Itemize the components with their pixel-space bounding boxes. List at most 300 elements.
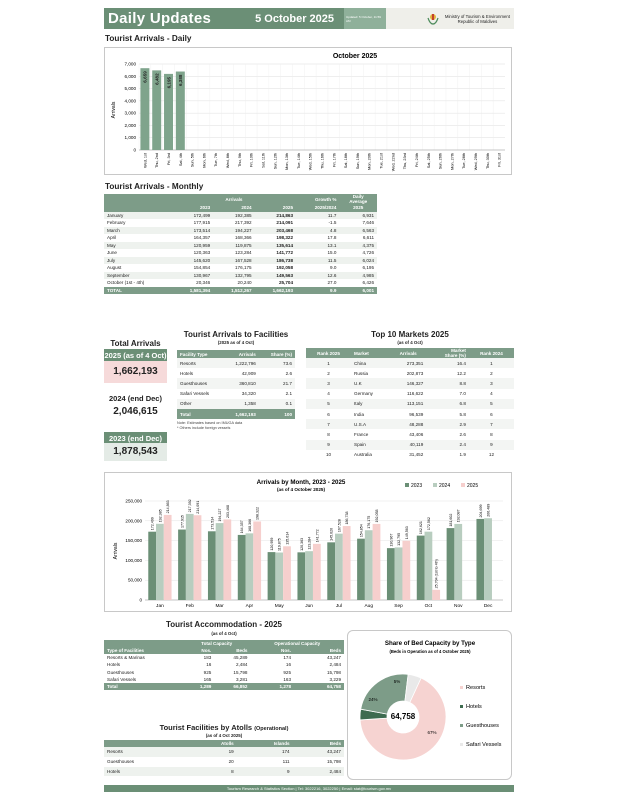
facility-total-cell: 100 [259,409,295,419]
monthly-row-cell: 7,646 [362,220,374,226]
monthly-bar [357,539,365,600]
daily-bar-label: 6,659 [142,71,148,83]
market-row-cell: 273,351 [406,360,424,366]
monthly-col-daily: Daily Average [339,194,377,204]
market-row-cell: 31,452 [409,452,424,458]
monthly-row-cell: 120,959 [193,242,211,248]
daily-x-tick: Mon, 13th [285,153,290,170]
facility-row [177,389,295,399]
monthly-row-cell: 27.0 [327,280,337,286]
daily-x-tick: Wed, 22nd [391,153,396,172]
market-row-cell: 8 [490,431,493,437]
monthly-bar-label: 181,602 [448,513,453,527]
monthly-bar [268,552,276,600]
pie-legend-label: Hotels [466,704,482,710]
monthly-row-cell: 186,738 [276,257,294,263]
daily-x-tick: Sun, 26th [438,153,443,170]
pie-legend-swatch [460,686,463,689]
monthly-bar-label: 120,959 [269,537,274,551]
daily-x-tick: Sun, 5th [190,153,195,168]
daily-x-tick: Thu, 9th [237,153,242,167]
facilities-col-share: Share (%) [259,350,295,358]
monthly-col-2024: 2024 [213,204,254,212]
accommodation-row-cell: Guesthouses [107,669,135,675]
market-row-cell: 4 [490,391,493,397]
monthly-bar [253,521,261,600]
monthly-col-2023: 2023 [172,204,213,212]
market-row-cell: 40,119 [409,442,424,448]
market-row-cell: 3 [327,380,330,386]
monthly-bar-label: 203,468 [225,504,230,518]
daily-x-tick: Tue, 28th [462,153,467,169]
monthly-bar-label: 186,738 [345,511,350,525]
facility-total-cell: Total [177,409,224,419]
daily-x-tick: Tue, 14th [296,153,301,169]
atolls-col-islands: Islands [237,740,293,747]
market-row [306,429,514,439]
monthly-row-cell: 214,091 [276,220,294,226]
monthly-bar [216,523,224,600]
monthly-row [104,234,377,242]
monthly-section-title: Tourist Arrivals - Monthly [105,182,204,191]
ministry-block [386,8,514,29]
monthly-total-cell: 1,662,193 [255,287,296,295]
monthly-bar-label: 145,620 [329,527,334,541]
monthly-row-cell: 12.6 [327,272,337,278]
market-row-cell: Italy [354,401,363,407]
daily-y-tick: 7,000 [124,61,136,67]
monthly-bar [186,514,194,600]
daily-y-tick: 4,000 [124,98,136,104]
monthly-row-cell: 132,795 [235,272,252,278]
bed-share-subtitle: (Beds in Operation as of 4 October 2025) [389,649,471,654]
monthly-bar [365,530,373,600]
monthly-row-cell: 176,175 [235,265,252,271]
monthly-row-cell: 141,772 [276,250,294,256]
monthly-row [104,212,377,220]
monthly-col-growth: Growth % [296,194,339,204]
accommodation-title: Tourist Accommodation - 2025 [165,620,283,629]
atoll-row-cell: 20 [228,759,234,765]
facility-row-cell: Hotels [180,370,194,376]
market-row-cell: Spain [354,442,366,448]
market-row-cell: 96,539 [409,411,424,417]
monthly-col-2025: 2025 [255,204,296,212]
daily-y-tick: 6,000 [124,73,136,79]
acc-col-op-nos: Nos. [250,647,294,654]
pie-slice-guesthouses [361,674,408,714]
monthly-row-cell: 192,058 [276,265,294,271]
daily-section-title: Tourist Arrivals - Daily [105,34,192,43]
accommodation-row-cell: 2,484 [329,662,341,668]
monthly-col-blank [104,194,172,204]
market-row-cell: Australia [354,452,372,458]
monthly-y-tick: 0 [139,597,142,603]
monthly-row-cell: 4,985 [362,272,374,278]
monthly-y-tick: 100,000 [125,557,142,563]
daily-x-tick: Fri, 31st [497,153,502,167]
facility-row-cell: 21.7 [283,380,292,386]
facility-row [177,358,295,368]
pie-legend-label: Resorts [466,685,486,691]
total-2025-label: 2025 (as of 4 Oct) [104,351,167,360]
monthly-bar [327,542,335,600]
monthly-row-cell: 203,468 [276,227,294,233]
monthly-bar-label: 192,385 [158,509,163,523]
monthly-row-cell: 214,863 [276,212,294,218]
atolls-col-atolls: Atolls [189,740,237,747]
monthly-row [104,219,377,227]
daily-chart-title: October 2025 [332,53,378,60]
atolls-subtitle: (as of 4 Oct 2025) [205,733,243,738]
monthly-row [104,242,377,250]
monthly-bar-label: 172,499 [150,517,155,531]
market-row-cell: 9 [327,442,330,448]
monthly-bar [223,519,231,600]
accommodation-row-cell: 163 [283,677,292,683]
bed-share-center: 64,758 [390,712,416,721]
markets-col-rank: Rank 2025 [306,348,351,358]
atoll-row-cell: Guesthouses [107,759,135,765]
pie-legend-swatch [460,724,463,727]
daily-x-tick: Mon, 20th [367,153,372,170]
market-row [306,440,514,450]
monthly-row-cell: 6,563 [362,227,374,233]
monthly-row-cell: 11.5 [327,257,337,263]
monthly-row-cell: 168,366 [235,235,252,241]
monthly-row-cell: March [107,227,120,233]
monthly-bar-label: 172,562 [426,517,431,531]
market-row-cell: Russia [354,370,369,376]
monthly-y-tick: 200,000 [125,518,142,524]
acc-col-nos: Nos. [183,647,215,654]
accommodation-row [104,661,344,668]
monthly-chart-title: Arrivals by Month, 2023 - 2025 [256,479,346,486]
monthly-bar [387,548,395,600]
monthly-bar-label: 119,875 [277,538,282,552]
markets-col-arrivals: Arrivals [390,348,426,358]
monthly-x-tick: May [274,604,284,609]
facilities-col-type: Facility Type [177,350,224,358]
monthly-bar-label: 168,366 [247,518,252,532]
monthly-bar [395,547,403,600]
accommodation-row-cell: Hotels [107,662,121,668]
monthly-bar-label: 177,915 [180,515,185,529]
daily-x-tick: Fri, 24th [414,153,419,167]
market-row-cell: 3 [490,380,493,386]
monthly-bar-label: 206,489 [486,503,491,517]
monthly-total-cell: 9.9 [296,287,339,295]
monthly-row-cell: 9.0 [330,265,337,271]
pie-legend-swatch [460,705,463,708]
accommodation-row-cell: 174 [283,655,292,661]
facility-row [177,368,295,378]
monthly-legend-swatch [433,483,437,487]
facility-row-cell: Guesthouses [180,380,208,386]
accommodation-row-cell: 15,798 [326,669,341,675]
bed-share-box [347,630,512,780]
daily-x-tick: Wed, 15th [308,153,313,171]
monthly-row-cell: 173,514 [193,227,211,233]
monthly-row-cell: 149,563 [276,272,294,278]
daily-x-tick: Sat, 11th [261,153,266,168]
accommodation-total-cell: 1,278 [250,683,294,690]
daily-x-tick: Mon, 6th [202,153,207,168]
market-row-cell: France [354,431,369,437]
market-row-cell: 16.4 [456,360,466,366]
monthly-total-cell: 6,001 [339,287,377,295]
accommodation-row-cell: 45,289 [233,655,248,661]
monthly-x-tick: Mar [215,604,224,609]
page-footer: Tourism Research & Statistics Section | Tel: 3022216, 3022250 | Email: stat@tourism.gov.mv [104,785,514,792]
atoll-row-cell: Hotels [107,768,121,774]
monthly-row-cell: 172,499 [193,212,211,218]
monthly-bar [373,524,381,600]
monthly-bar-label: 173,514 [210,516,215,530]
facilities-note-2: * Others include foreign vessels [177,426,231,430]
accommodation-total-cell: 1,289 [183,683,215,690]
market-row-cell: 10 [325,452,332,458]
monthly-bar-label: 25,704 (1st to 4th) [434,559,439,589]
daily-y-tick: 5,000 [124,86,136,92]
atoll-row-cell: 19 [228,749,234,755]
accommodation-row-cell: 925 [203,669,212,675]
monthly-bar [156,524,164,600]
markets-title: Top 10 Markets 2025 [371,330,449,339]
daily-bar-label: 6,195 [166,76,172,89]
updated-label: Updated: 5 October, 11:59 AM [344,8,386,29]
accommodation-row-cell: 15,798 [233,669,248,675]
markets-col-rank24: Rank 2024 [469,348,514,358]
accommodation-row [104,654,344,661]
monthly-bar-label: 135,614 [285,531,290,545]
monthly-bar-label: 164,357 [240,520,245,534]
monthly-x-tick: Nov [453,604,463,609]
market-row-cell: 8.8 [459,380,466,386]
accommodation-total-cell: 64,758 [294,683,344,690]
monthly-bar-label: 192,087 [456,509,461,523]
monthly-bar [343,526,351,600]
monthly-bar [305,551,313,600]
monthly-chart-y-label: Arrivals [113,542,119,560]
bed-share-chart [348,631,511,779]
facilities-note-1: Note: Estimates based on IMUGA data [177,421,243,425]
acc-col-op-beds: Beds [294,647,344,654]
market-row-cell: 5 [327,401,330,407]
market-row-cell: 12.2 [456,370,466,376]
monthly-col-growth-years: 2025/2024 [296,204,339,212]
accommodation-total-cell: 66,852 [214,683,250,690]
market-row-cell: 7.0 [459,391,466,397]
monthly-x-tick: Oct [424,604,433,609]
daily-y-tick: 2,000 [124,122,136,128]
monthly-row-cell: 6,611 [362,235,374,241]
monthly-row-cell: -1.5 [328,220,337,226]
facility-row-cell: 1,222,796 [235,360,256,366]
market-row-cell: 6.8 [459,401,466,407]
monthly-bar-label: 141,772 [315,529,320,543]
monthly-bar [402,541,410,600]
atoll-row-cell: 9 [287,768,290,774]
market-row-cell: 5.8 [459,411,466,417]
monthly-total-cell: 1,581,394 [172,287,213,295]
daily-y-label: Arrivals [111,101,117,119]
monthly-row-cell: 120,363 [193,250,211,256]
monthly-bar [283,546,291,600]
facility-total-cell: 1,662,193 [224,409,259,419]
monthly-bar-label: 149,563 [404,526,409,540]
atolls-col-beds: Beds [293,740,344,747]
market-row-cell: 1.9 [459,452,466,458]
market-row-cell: 43,406 [409,431,424,437]
monthly-bar [432,590,440,600]
monthly-y-tick: 50,000 [127,577,142,583]
monthly-x-tick: Jul [335,604,342,609]
accommodation-row-cell: 165 [203,677,212,683]
atoll-row [104,747,344,757]
monthly-row-cell: 177,915 [193,220,211,226]
monthly-bar-label: 204,699 [478,504,483,518]
markets-col-share: Market Share (%) [426,348,469,358]
acc-col-total: Total Capacity [183,640,251,647]
atoll-row-cell: 174 [281,749,290,755]
monthly-row-cell: February [107,220,126,226]
acc-col-beds: Beds [214,647,250,654]
monthly-bar [484,518,492,600]
monthly-x-tick: Jan [156,604,164,609]
market-row-cell: China [354,360,367,366]
accommodation-row-cell: 183 [203,655,212,661]
accommodation-row [104,669,344,676]
facility-row [177,399,295,409]
market-row-cell: 12 [488,452,495,458]
report-date: 5 October 2025 [255,12,334,25]
monthly-x-tick: Jun [305,604,313,609]
monthly-bar [417,536,425,600]
header-banner [104,8,344,29]
monthly-bar-label: 167,528 [337,519,342,533]
daily-y-tick: 1,000 [124,135,136,141]
monthly-bar-label: 176,175 [367,515,372,529]
atoll-row [104,757,344,767]
monthly-row-cell: 4,726 [362,250,374,256]
atolls-table [104,740,344,776]
daily-x-tick: Mon, 27th [450,153,455,170]
atolls-title: Tourist Facilities by Atolls (Operational) [159,723,289,732]
monthly-row-cell: 192,385 [235,212,252,218]
monthly-row-cell: 145,620 [193,257,211,263]
atoll-row-cell: 2,484 [329,768,341,774]
monthly-row-cell: August [107,265,122,271]
monthly-total-cell: TOTAL [104,287,172,295]
monthly-bar-label: 217,392 [188,499,193,513]
ministry-name [445,14,510,24]
total-2023-value: 1,878,543 [104,443,167,461]
ministry-emblem-icon [427,12,439,25]
facility-row-cell: 2.1 [285,391,292,397]
daily-x-tick: Sun, 12th [273,153,278,170]
monthly-table [104,194,377,294]
market-row-cell: 2.4 [459,442,466,448]
monthly-row-cell: 20,346 [196,280,211,286]
monthly-bar-label: 123,284 [307,536,312,550]
monthly-total-cell: 1,512,267 [213,287,254,295]
accommodation-subtitle: (as of 4 Oct) [211,631,237,636]
monthly-x-tick: Feb [185,604,194,609]
monthly-row-cell: 154,854 [193,265,211,271]
monthly-row-cell: 217,392 [235,220,252,226]
monthly-row-cell: 119,875 [235,242,252,248]
monthly-row-cell: 198,322 [276,235,294,241]
total-2024-value: 2,046,615 [104,403,167,421]
monthly-bar [476,519,484,600]
pie-legend-label: Safari Vessels [466,742,502,748]
atoll-row-cell: 111 [282,759,290,765]
atoll-row [104,767,344,777]
monthly-bar [275,553,283,600]
daily-x-tick: Thu, 23rd [403,153,408,170]
atoll-row-cell: 8 [231,768,234,774]
monthly-col-arrivals: Arrivals [172,194,296,204]
daily-x-tick: Wed, 1st [143,153,148,168]
monthly-row-cell: 13.1 [327,242,337,248]
monthly-row-cell: 6,426 [362,280,374,286]
total-2023-label: 2023 (end Dec) [104,432,167,445]
monthly-bar [238,535,246,600]
daily-y-tick: 0 [133,147,136,153]
markets-table [306,348,514,460]
facility-row-cell: Safari Vessels [180,391,210,397]
monthly-bar [246,533,254,600]
monthly-row [104,272,377,280]
facility-row-cell: 34,320 [241,391,256,397]
monthly-row-cell: 11.7 [327,212,337,218]
monthly-row-cell: 167,528 [235,257,252,263]
monthly-legend-swatch [405,483,409,487]
market-row [306,399,514,409]
monthly-bar-label: 214,863 [166,500,171,514]
accommodation-row-cell: 925 [283,669,292,675]
pie-label-safari: 5% [393,679,401,684]
market-row-cell: 2.6 [459,431,466,437]
daily-bar-label: 6,388 [178,74,184,87]
monthly-row-cell: May [107,242,116,248]
daily-x-tick: Sun, 19th [355,153,360,170]
monthly-bar-label: 194,227 [218,508,223,522]
market-row-cell: 146,327 [406,380,424,386]
pie-label-guesthouses: 24% [368,697,378,702]
monthly-row-cell: April [107,235,117,241]
monthly-chart [105,473,511,611]
facility-row-cell: Resorts [180,360,196,366]
facility-row-cell: 42,909 [241,370,256,376]
monthly-x-tick: Aug [364,604,374,609]
page-title: Daily Updates [108,10,212,27]
monthly-legend-label: 2024 [439,483,451,489]
monthly-col-daily-year: 2025 [339,204,377,212]
daily-x-tick: Thu, 30th [485,153,490,170]
monthly-row [104,279,377,287]
daily-x-tick: Thu, 16th [320,153,325,170]
accommodation-row-cell: 3,229 [329,677,341,683]
monthly-bar [335,534,343,600]
pie-legend-swatch [460,743,463,746]
monthly-legend-label: 2023 [411,483,423,489]
market-row-cell: Germany [354,391,373,397]
monthly-row-cell: 164,357 [193,235,211,241]
monthly-row-cell: 4.8 [330,227,337,233]
pie-legend-label: Guesthouses [466,723,499,729]
